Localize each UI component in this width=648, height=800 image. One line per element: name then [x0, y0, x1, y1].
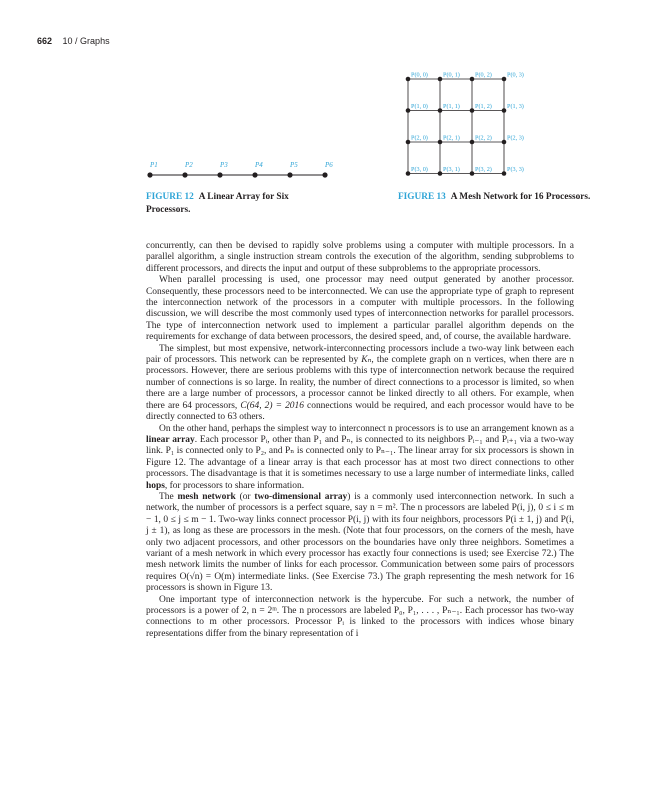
mesh-node-label: P(1, 0)	[411, 103, 428, 110]
mesh-node-label: P(1, 1)	[443, 103, 460, 110]
p3-text-a: The simplest, but most expensive, network-interconnecting processors include a two-way link between each pair of processors. This network can be represented by	[146, 343, 574, 366]
linear-node	[217, 172, 222, 177]
mesh-node	[470, 171, 475, 176]
p5-text-a: The	[159, 491, 178, 502]
mesh-node-label: P(2, 2)	[475, 134, 492, 142]
paragraph-6: One important type of interconnection network is the hypercube. For such a network, the number of processors is a power of 2, n = 2ᵐ. The n processors are labeled P₀, P₁, . . . , Pₙ₋₁. Each processor has two-way connections to m other processors. Processor Pᵢ is linked to the processors with indices whose binary representations differ from the binary representation of i	[146, 594, 574, 639]
mesh-node	[438, 140, 443, 145]
mesh-node-label: P(0, 2)	[475, 71, 492, 79]
linear-node-label: P5	[290, 161, 298, 169]
p3-text-b: , the complete graph on n vertices, when there are n processors. However, there are serious problems with this type of interconnection network because the required number of connections is so large. In reality, the number of direct connections to a processor is limited, so when there are a large number of processors, a processor cannot be linked directly to all others. For example, when there are 64 processors,	[146, 355, 574, 411]
p4-text-b: . Each processor Pᵢ, other than P₁ and Pₙ, is connected to its neighbors Pᵢ₋₁ and Pᵢ₊₁ via a two-way link. P₁ is connected only to P₂, and Pₙ is connected only to Pₙ₋₁. The linear array for six processors is shown in Figure 12. The advantage of a linear array is that each processor has at most two direct connections to other processors. The disadvantage is that it is sometimes necessary to use a large number of intermediate links, called	[146, 434, 574, 480]
figure-12-linear-array	[146, 150, 386, 186]
figure-13-mesh-network	[398, 66, 573, 186]
running-title: 10 / Graphs	[62, 36, 110, 46]
mesh-node	[438, 171, 443, 176]
mesh-node	[406, 77, 411, 82]
linear-node-label: P4	[255, 161, 263, 169]
linear-node	[147, 172, 152, 177]
mesh-node-label: P(2, 3)	[507, 134, 524, 142]
paragraph-3	[146, 344, 574, 424]
mesh-node	[502, 108, 507, 113]
figure-13-caption	[398, 191, 598, 204]
mesh-node	[438, 77, 443, 82]
term-linear-array: linear array	[146, 434, 195, 445]
page-number: 662	[37, 36, 53, 46]
mesh-node-label: P(3, 0)	[411, 166, 428, 173]
mesh-node	[470, 140, 475, 145]
p4-text-c: , for processors to share information.	[164, 480, 305, 491]
p4-text-a: On the other hand, perhaps the simplest way to interconnect n processors is to use an arrangement known as a	[159, 423, 574, 434]
mesh-node-label: P(0, 1)	[443, 71, 460, 79]
mesh-node	[406, 171, 411, 176]
p3-text-c: connections would be required, and each processor would have to be directly connected to 63 others.	[146, 400, 574, 423]
paragraph-4	[146, 424, 574, 492]
linear-node-label: P2	[185, 161, 193, 169]
figure-12-caption	[146, 191, 326, 217]
figure-12-label: FIGURE 12	[146, 192, 194, 202]
mesh-node-label: P(3, 1)	[443, 166, 460, 173]
mesh-node	[470, 108, 475, 113]
linear-node-label: P3	[220, 161, 228, 169]
mesh-node-label: P(3, 2)	[475, 166, 492, 173]
mesh-node-label: P(2, 0)	[411, 134, 428, 142]
mesh-node	[438, 108, 443, 113]
body-text	[146, 241, 574, 640]
mesh-node	[406, 108, 411, 113]
mesh-node-label: P(0, 0)	[411, 71, 428, 79]
mesh-node	[502, 171, 507, 176]
term-hops: hops	[146, 480, 165, 491]
mesh-node	[406, 140, 411, 145]
mesh-node-label: P(3, 3)	[507, 166, 524, 173]
p5-text-c: ) is a commonly used interconnection network. In such a network, the number of processors is a perfect square, say n = m². The n processors are labeled P(i, j), 0 ≤ i ≤ m − 1, 0 ≤ j ≤ m − 1. Two-way links connect processor P(i, j) with its four neighbors, processors P(i ± 1, j) and P(i, j ± 1), as long as these are processors in the mesh. (Note that four processors, on the corners of the mesh, have only two adjacent processors, and other processors on the boundaries have only three neighbors. Sometimes a variant of a mesh network in which every processor has exactly four connections is used; see Exercise 72.) The mesh network limits the number of links for each processor. Communication between some pairs of processors requires O(√n) = O(m) intermediate links. (See Exercise 73.) The graph representing the mesh network for 16 processors is shown in Figure 13.	[146, 491, 574, 594]
p3-formula: C(64, 2) = 2016	[240, 400, 304, 411]
mesh-node	[502, 77, 507, 82]
linear-node	[252, 172, 257, 177]
linear-node-label: P6	[325, 161, 333, 169]
figure-12-title: A Linear Array for Six Processors.	[146, 192, 289, 215]
mesh-node-label: P(1, 3)	[507, 103, 524, 110]
paragraph-1: concurrently, can then be devised to rapidly solve problems using a computer with multiple processors. In a parallel algorithm, a single instruction stream controls the execution of the algorithm, sending subproblems to different processors, and directs the input and output of these subproblems to the appropriate processors.	[146, 241, 574, 274]
linear-node	[182, 172, 187, 177]
paragraph-2: When parallel processing is used, one processor may need output generated by another processor. Consequently, these processors need to be interconnected. We can use the appropriate type of graph to represent the interconnection network of the processors in a computer with multiple processors. In the following discussion, we will describe the most commonly used types of interconnection networks for parallel processors. The type of interconnection network used to implement a particular parallel algorithm depends on the requirements for exchange of data between processors, the desired speed, and, of course, the available hardware.	[146, 275, 574, 343]
figure-13-title: A Mesh Network for 16 Processors.	[450, 192, 591, 202]
mesh-node-label: P(0, 3)	[507, 71, 524, 79]
linear-node	[287, 172, 292, 177]
figure-13-label: FIGURE 13	[398, 192, 446, 202]
p3-complete-graph: Kₙ	[361, 355, 372, 366]
paragraph-5	[146, 492, 574, 595]
linear-node	[322, 172, 327, 177]
mesh-node-label: P(2, 1)	[443, 134, 460, 142]
mesh-node	[502, 140, 507, 145]
mesh-node	[470, 77, 475, 82]
running-header	[37, 36, 110, 46]
mesh-node-label: P(1, 2)	[475, 103, 492, 110]
term-two-dimensional-array: two-dimensional array	[254, 491, 348, 502]
linear-node-label: P1	[150, 161, 158, 169]
term-mesh-network: mesh network	[177, 491, 236, 502]
p5-text-b: (or	[235, 491, 255, 502]
